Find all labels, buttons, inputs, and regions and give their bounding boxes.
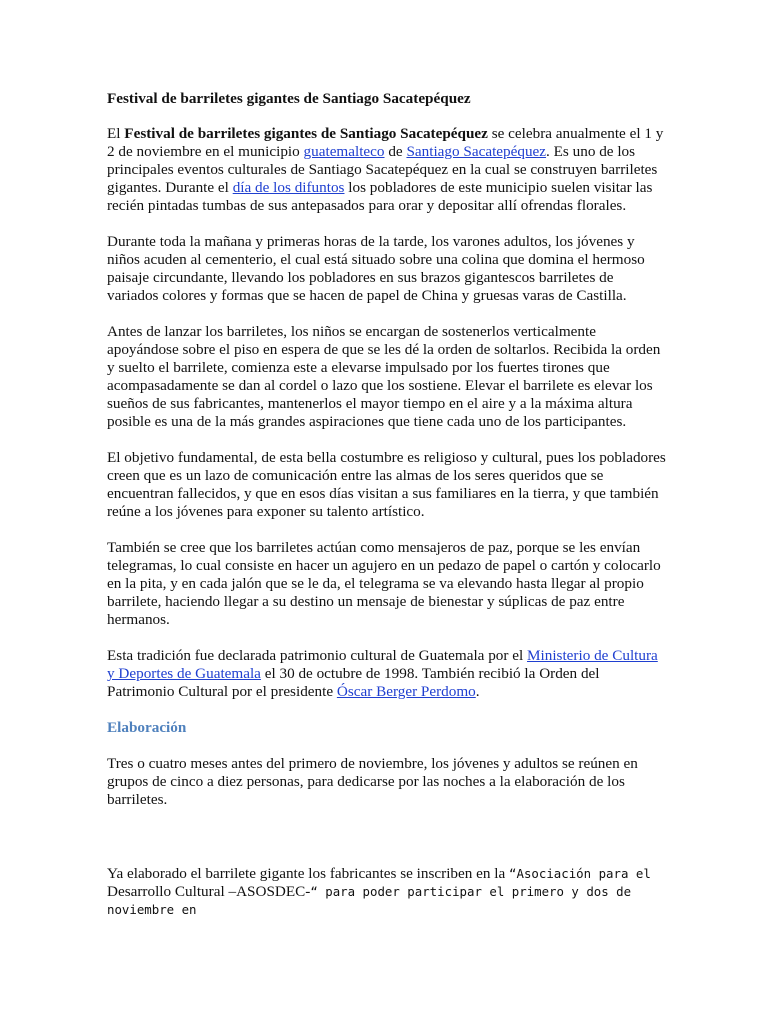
text: de [384,143,407,160]
text: el 30 de octubre de 1998. También recibió la Orden del Patrimonio Cultural por el presidente [107,665,600,700]
text: . [475,683,480,700]
bold-festival-name: Festival de barriletes gigantes de Santiago Sacatepéquez [124,125,488,142]
link-guatemalteco[interactable]: guatemalteco [303,143,385,160]
paragraph-elaboracion: Tres o cuatro meses antes del primero de noviembre, los jóvenes y adultos se reúnen en grupos de cinco a diez personas, para dedicarse por las noches a la elaboración de los barriletes. [107,755,638,808]
text: El [107,125,125,142]
text: Desarrollo Cultural –ASOSDEC- [107,883,311,900]
paragraph-lanzar: Antes de lanzar los barriletes, los niños se encargan de sostenerlos verticalmente apoyándose sobre el piso en espera de que se les dé la orden de soltarlos. Recibida la orden y suelto el barrilete, comienza este a elevarse impulsado por los fuertes tirones que acompasadamente se dan al cordel o lazo que los sostiene. Elevar el barrilete es elevar los sueños de sus fabricantes, mantenerlos el mayor tiempo en el aire y a la máxima altura posible es una de la más grandes aspiraciones que tiene cada uno de los participantes. [107,323,661,430]
text: . Es uno de los principales eventos culturales de Santiago Sacatepéquez en la cual se construyen barriletes gigantes. Durante el [107,143,658,196]
paragraph-objetivo: El objetivo fundamental, de esta bella costumbre es religioso y cultural, pues los pobladores creen que es un lazo de comunicación entre las almas de los seres queridos que se encuentran fallecidos, y que en esos días visitan a sus familiares en la tierra, y que también reúne a los jóvenes para exponer su talento artístico. [107,449,666,520]
text: los pobladores de este municipio suelen visitar las recién pintadas tumbas de sus antepasados para orar y depositar allí ofrendas florales. [107,179,653,214]
document-page [107,90,667,937]
link-santiago-sacatepequez[interactable]: Santiago Sacatepéquez [406,143,547,160]
link-dia-de-los-difuntos[interactable]: día de los difuntos [232,179,345,196]
paragraph-asosdec [107,865,667,919]
link-ministerio-de-cultura[interactable]: Ministerio de Cultura y Deportes de Guatemala [107,647,658,682]
mono-text: “ para poder participar el primero y dos de noviembre en [107,884,632,917]
paragraph-cementerio: Durante toda la mañana y primeras horas de la tarde, los varones adultos, los jóvenes y niños acuden al cementerio, el cual está situado sobre una colina que domina el hermoso paisaje circundante, llevando los pobladores en sus brazos gigantescos barriletes de variados colores y formas que se hacen de papel de China y gruesas varas de Castilla. [107,233,645,304]
link-oscar-berger-perdomo[interactable]: Óscar Berger Perdomo [336,683,476,700]
text: Ya elaborado el barrilete gigante los fabricantes se inscriben en la [107,865,510,882]
text: se celebra anualmente el 1 y 2 de noviembre en el municipio [107,125,664,160]
paragraph-intro [107,125,667,215]
paragraph-patrimonio [107,647,667,701]
paragraph-mensajeros: También se cree que los barriletes actúan como mensajeros de paz, porque se les envían telegramas, lo cual consiste en hacer un agujero en un pedazo de papel o cartón y colocarlo en la pita, y en cada jalón que se le da, el telegrama se va elevando hasta llegar al propio barrilete, haciendo llegar a su destino un mensaje de bienestar y súplicas de paz entre hermanos. [107,539,661,628]
blank-gap [107,827,667,865]
section-heading-elaboracion: Elaboración [107,719,187,736]
mono-text: “Asociación para el [509,866,651,881]
document-title: Festival de barriletes gigantes de Santiago Sacatepéquez [107,90,471,107]
text: Esta tradición fue declarada patrimonio cultural de Guatemala por el [107,647,528,664]
